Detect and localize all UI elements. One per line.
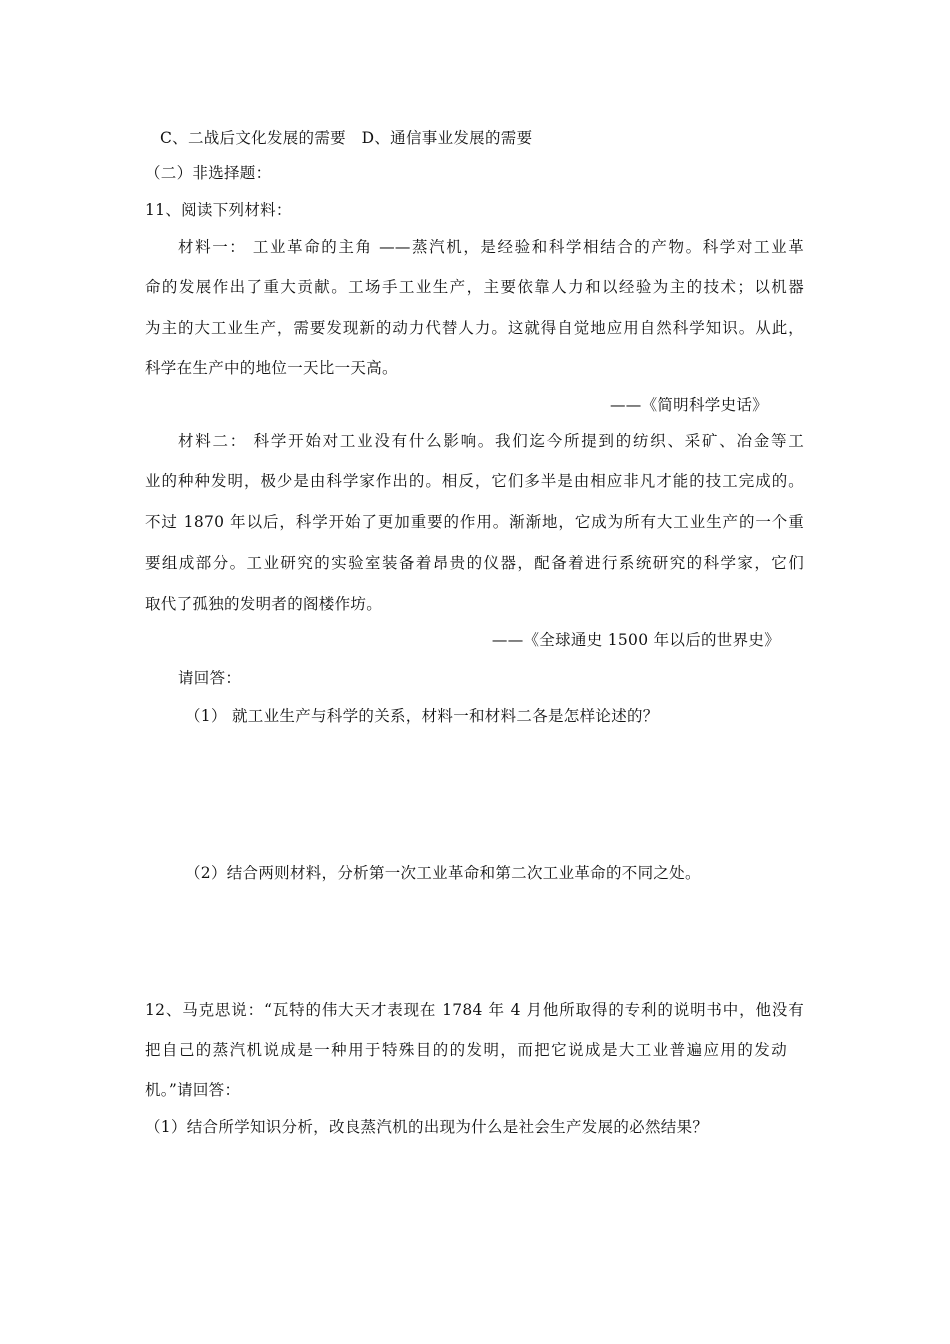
q10-option-d: D、通信事业发展的需要: [361, 129, 533, 147]
q10-options: [160, 128, 532, 148]
material1-line: 为主的大工业生产，需要发现新的动力代替人力。这就得自觉地应用自然科学知识。从此，: [145, 319, 804, 337]
material2-line: 取代了孤独的发明者的阁楼作坊。: [145, 595, 383, 613]
material2-line: 要组成部分。工业研究的实验室装备着昂贵的仪器，配备着进行系统研究的科学家，它们: [145, 554, 804, 572]
material1-line: 科学在生产中的地位一天比一天高。: [145, 359, 398, 377]
q12-sub1: （1）结合所学知识分析，改良蒸汽机的出现为什么是社会生产发展的必然结果？: [145, 1118, 709, 1136]
q11-prompt: 请回答：: [178, 669, 242, 687]
q11-sub1: （1） 就工业生产与科学的关系，材料一和材料二各是怎样论述的？: [185, 707, 659, 725]
material1-source: ——《简明科学史话》: [609, 396, 768, 414]
q12-line: 机。”请回答：: [145, 1081, 241, 1099]
q11-stem: 11、阅读下列材料：: [145, 201, 292, 219]
q11-sub2: （2）结合两则材料，分析第一次工业革命和第二次工业革命的不同之处。: [185, 864, 701, 882]
section-header: （二）非选择题：: [145, 164, 272, 182]
material1-line: 命的发展作出了重大贡献。工场手工业生产，主要依靠人力和以经验为主的技术；以机器: [145, 278, 804, 296]
material2-line: 材料二： 科学开始对工业没有什么影响。我们迄今所提到的纺织、采矿、冶金等工: [178, 432, 804, 450]
q12-line: 12、马克思说：“瓦特的伟大天才表现在 1784 年 4 月他所取得的专利的说明书中，他没有: [145, 1001, 804, 1019]
material2-line: 业的种种发明，极少是由科学家作出的。相反，它们多半是由相应非凡才能的技工完成的。: [145, 472, 804, 490]
material2-source: ——《全球通史 1500 年以后的世界史》: [491, 631, 780, 649]
material1-line: 材料一： 工业革命的主角 ——蒸汽机，是经验和科学相结合的产物。科学对工业革: [178, 238, 804, 256]
q12-line: 把自己的蒸汽机说成是一种用于特殊目的的发明，而把它说成是大工业普遍应用的发动: [145, 1041, 787, 1059]
q10-option-c: C、二战后文化发展的需要: [160, 129, 346, 147]
material2-line: 不过 1870 年以后，科学开始了更加重要的作用。渐渐地，它成为所有大工业生产的一个重: [145, 513, 804, 531]
